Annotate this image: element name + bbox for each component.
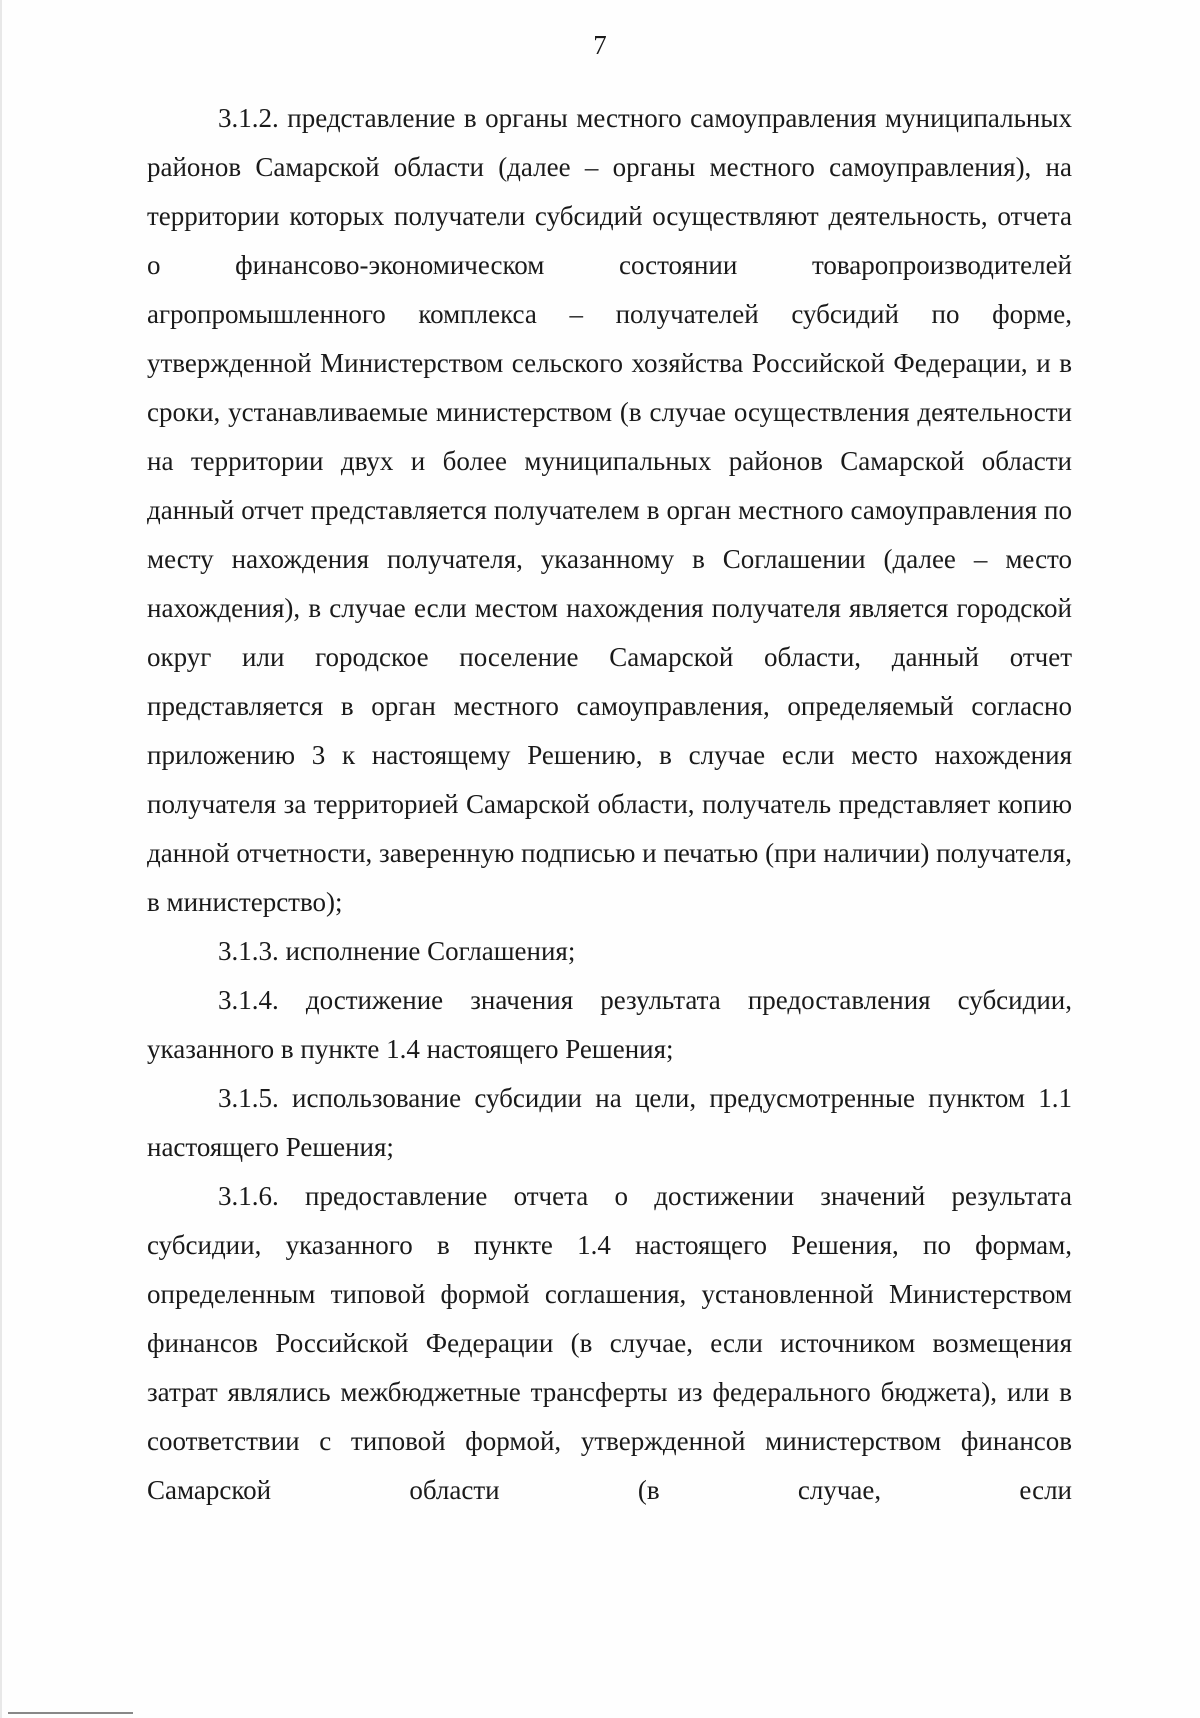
- page-number: 7: [593, 30, 607, 60]
- paragraph-3-1-3: 3.1.3. исполнение Соглашения;: [218, 936, 576, 966]
- scan-edge: [0, 0, 2, 1718]
- paragraph-3-1-5: 3.1.5. использование субсидии на цели, предусмотренные пунктом 1.1 настоящего Решения;: [147, 1083, 1072, 1162]
- paragraph-3-1-4: 3.1.4. достижение значения результата предоставления субсидии, указанного в пункте 1.4 настоящего Решения;: [147, 985, 1072, 1064]
- paragraph-3-1-6: 3.1.6. предоставление отчета о достижении значений результата субсидии, указанного в пункте 1.4 настоящего Решения, по формам, определенным типовой формой соглашения, установленной Министерством финансов Российской Федерации (в случае, если источником возмещения затрат являлись межбюджетные трансферты из федерального бюджета), или в соответствии с типовой формой, утвержденной министерством финансов Самарской области (в случае, если: [147, 1181, 1072, 1505]
- document-body: [147, 94, 1072, 1515]
- scan-artifact-line: [8, 1712, 133, 1714]
- paragraph-3-1-2: 3.1.2. представление в органы местного самоуправления муниципальных районов Самарской области (далее – органы местного самоуправления), на территории которых получатели субсидий осуществляют деятельность, отчета о финансово-экономическом состоянии товаропроизводителей агропромышленного комплекса – получателей субсидий по форме, утвержденной Министерством сельского хозяйства Российской Федерации, и в сроки, устанавливаемые министерством (в случае осуществления деятельности на территории двух и более муниципальных районов Самарской области данный отчет представляется получателем в орган местного самоуправления по месту нахождения получателя, указанному в Соглашении (далее – место нахождения), в случае если местом нахождения получателя является городской округ или городское поселение Самарской области, данный отчет представляется в орган местного самоуправления, определяемый согласно приложению 3 к настоящему Решению, в случае если место нахождения получателя за территорией Самарской области, получатель представляет копию данной отчетности, заверенную подписью и печатью (при наличии) получателя, в министерство);: [147, 103, 1072, 917]
